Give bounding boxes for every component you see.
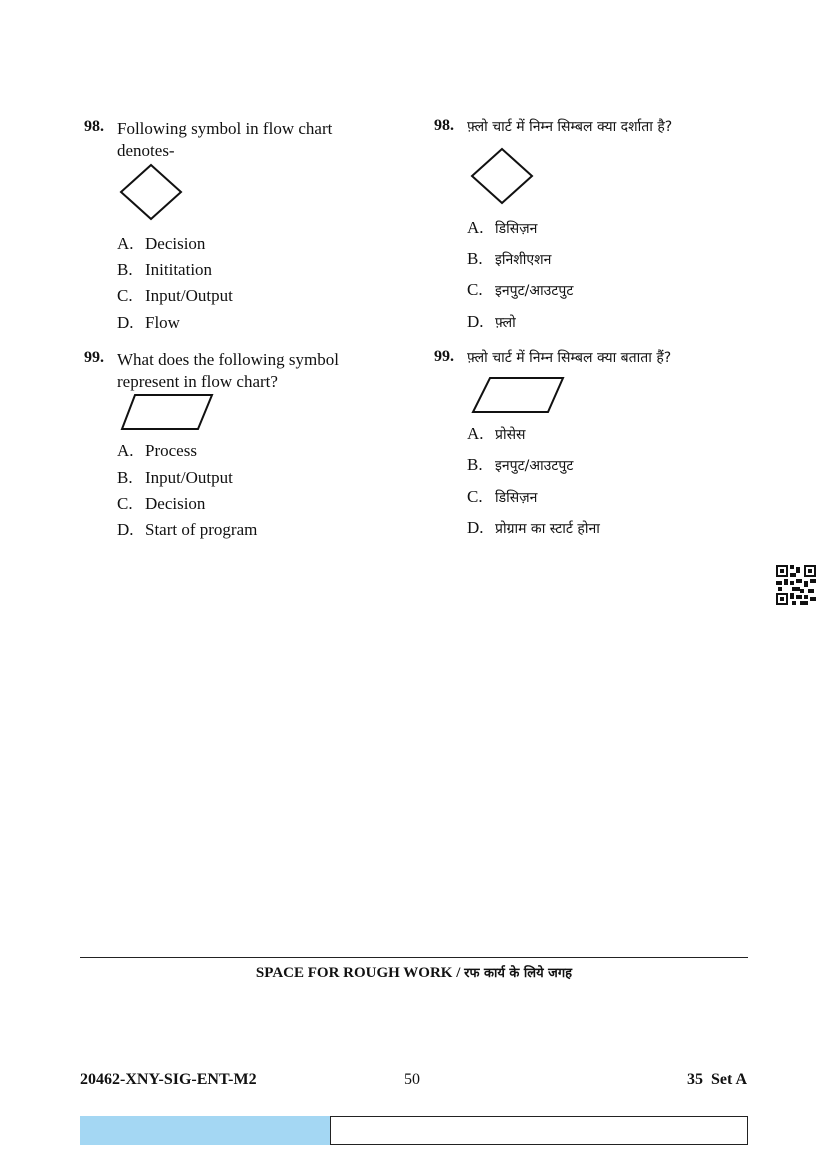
- rough-work-en: SPACE FOR ROUGH WORK /: [255, 965, 465, 981]
- option: [467, 518, 600, 538]
- option-label: A.: [467, 218, 484, 237]
- option-label: B.: [467, 455, 483, 474]
- page-number: 50: [404, 1071, 420, 1088]
- option-text: प्रोग्राम का स्टार्ट होना: [495, 521, 600, 537]
- rough-work-heading: [80, 963, 748, 982]
- option-text: फ़्लो: [495, 315, 516, 331]
- option-text: इनिशीएशन: [495, 252, 552, 268]
- option: [117, 494, 205, 514]
- diamond-icon: [471, 148, 533, 204]
- qr-code-icon: [776, 565, 816, 605]
- option-text: इनपुट/आउटपुट: [495, 283, 574, 299]
- option-label: C.: [467, 487, 483, 506]
- option-text: Inititation: [145, 260, 213, 279]
- question-number: 99.: [84, 349, 104, 366]
- option-text: डिसिज़न: [495, 221, 538, 237]
- option-label: B.: [117, 468, 133, 487]
- option-label: D.: [117, 520, 134, 539]
- option-label: A.: [117, 441, 134, 460]
- question-text-line: denotes-: [117, 141, 175, 160]
- footer-color-bar: [80, 1116, 330, 1145]
- paper-code: 20462-XNY-SIG-ENT-M2: [80, 1071, 257, 1088]
- option-label: D.: [117, 313, 134, 332]
- option-text: Decision: [145, 234, 206, 253]
- option: [117, 520, 257, 540]
- option: [117, 234, 205, 254]
- option: [117, 286, 233, 306]
- option-label: D.: [467, 312, 484, 331]
- option-label: D.: [467, 518, 484, 537]
- option-label: B.: [467, 249, 483, 268]
- question-text-line: What does the following symbol: [117, 350, 339, 369]
- divider: [80, 957, 748, 958]
- option: [467, 312, 516, 332]
- option: [467, 280, 573, 300]
- option-label: C.: [117, 286, 133, 305]
- parallelogram-icon: [472, 377, 564, 413]
- question-number: 98.: [434, 117, 454, 134]
- rough-work-hi: रफ कार्य के लिये जगह: [464, 966, 573, 981]
- footer-empty-box: [330, 1116, 748, 1145]
- option-label: A.: [117, 234, 134, 253]
- option-text: Input/Output: [145, 286, 233, 305]
- option-text: Process: [145, 441, 197, 460]
- option: [467, 455, 573, 475]
- option-label: B.: [117, 260, 133, 279]
- option-text: प्रोसेस: [495, 427, 526, 443]
- option: [117, 260, 212, 280]
- option-text: डिसिज़न: [495, 490, 538, 506]
- option: [467, 424, 526, 444]
- option: [117, 441, 197, 461]
- option: [467, 218, 537, 238]
- option: [467, 249, 551, 269]
- option-label: A.: [467, 424, 484, 443]
- diamond-icon: [120, 164, 182, 220]
- parallelogram-icon: [121, 394, 213, 430]
- option-text: Input/Output: [145, 468, 233, 487]
- option-text: इनपुट/आउटपुट: [495, 458, 574, 474]
- question-text-line: Following symbol in flow chart: [117, 119, 333, 138]
- question-text-line: फ़्लो चार्ट में निम्न सिम्बल क्या बताता हैं?: [467, 350, 672, 366]
- question-text-line: फ़्लो चार्ट में निम्न सिम्बल क्या दर्शाता है?: [467, 119, 673, 135]
- question-number: 98.: [84, 118, 104, 135]
- question-text-line: represent in flow chart?: [117, 372, 278, 391]
- option: [117, 468, 233, 488]
- option-label: C.: [117, 494, 133, 513]
- option-text: Decision: [145, 494, 206, 513]
- option: [467, 487, 537, 507]
- option-text: Flow: [145, 313, 180, 332]
- option-label: C.: [467, 280, 483, 299]
- question-number: 99.: [434, 348, 454, 365]
- option-text: Start of program: [145, 520, 258, 539]
- option: [117, 313, 180, 333]
- set-label: 35 Set A: [687, 1071, 747, 1088]
